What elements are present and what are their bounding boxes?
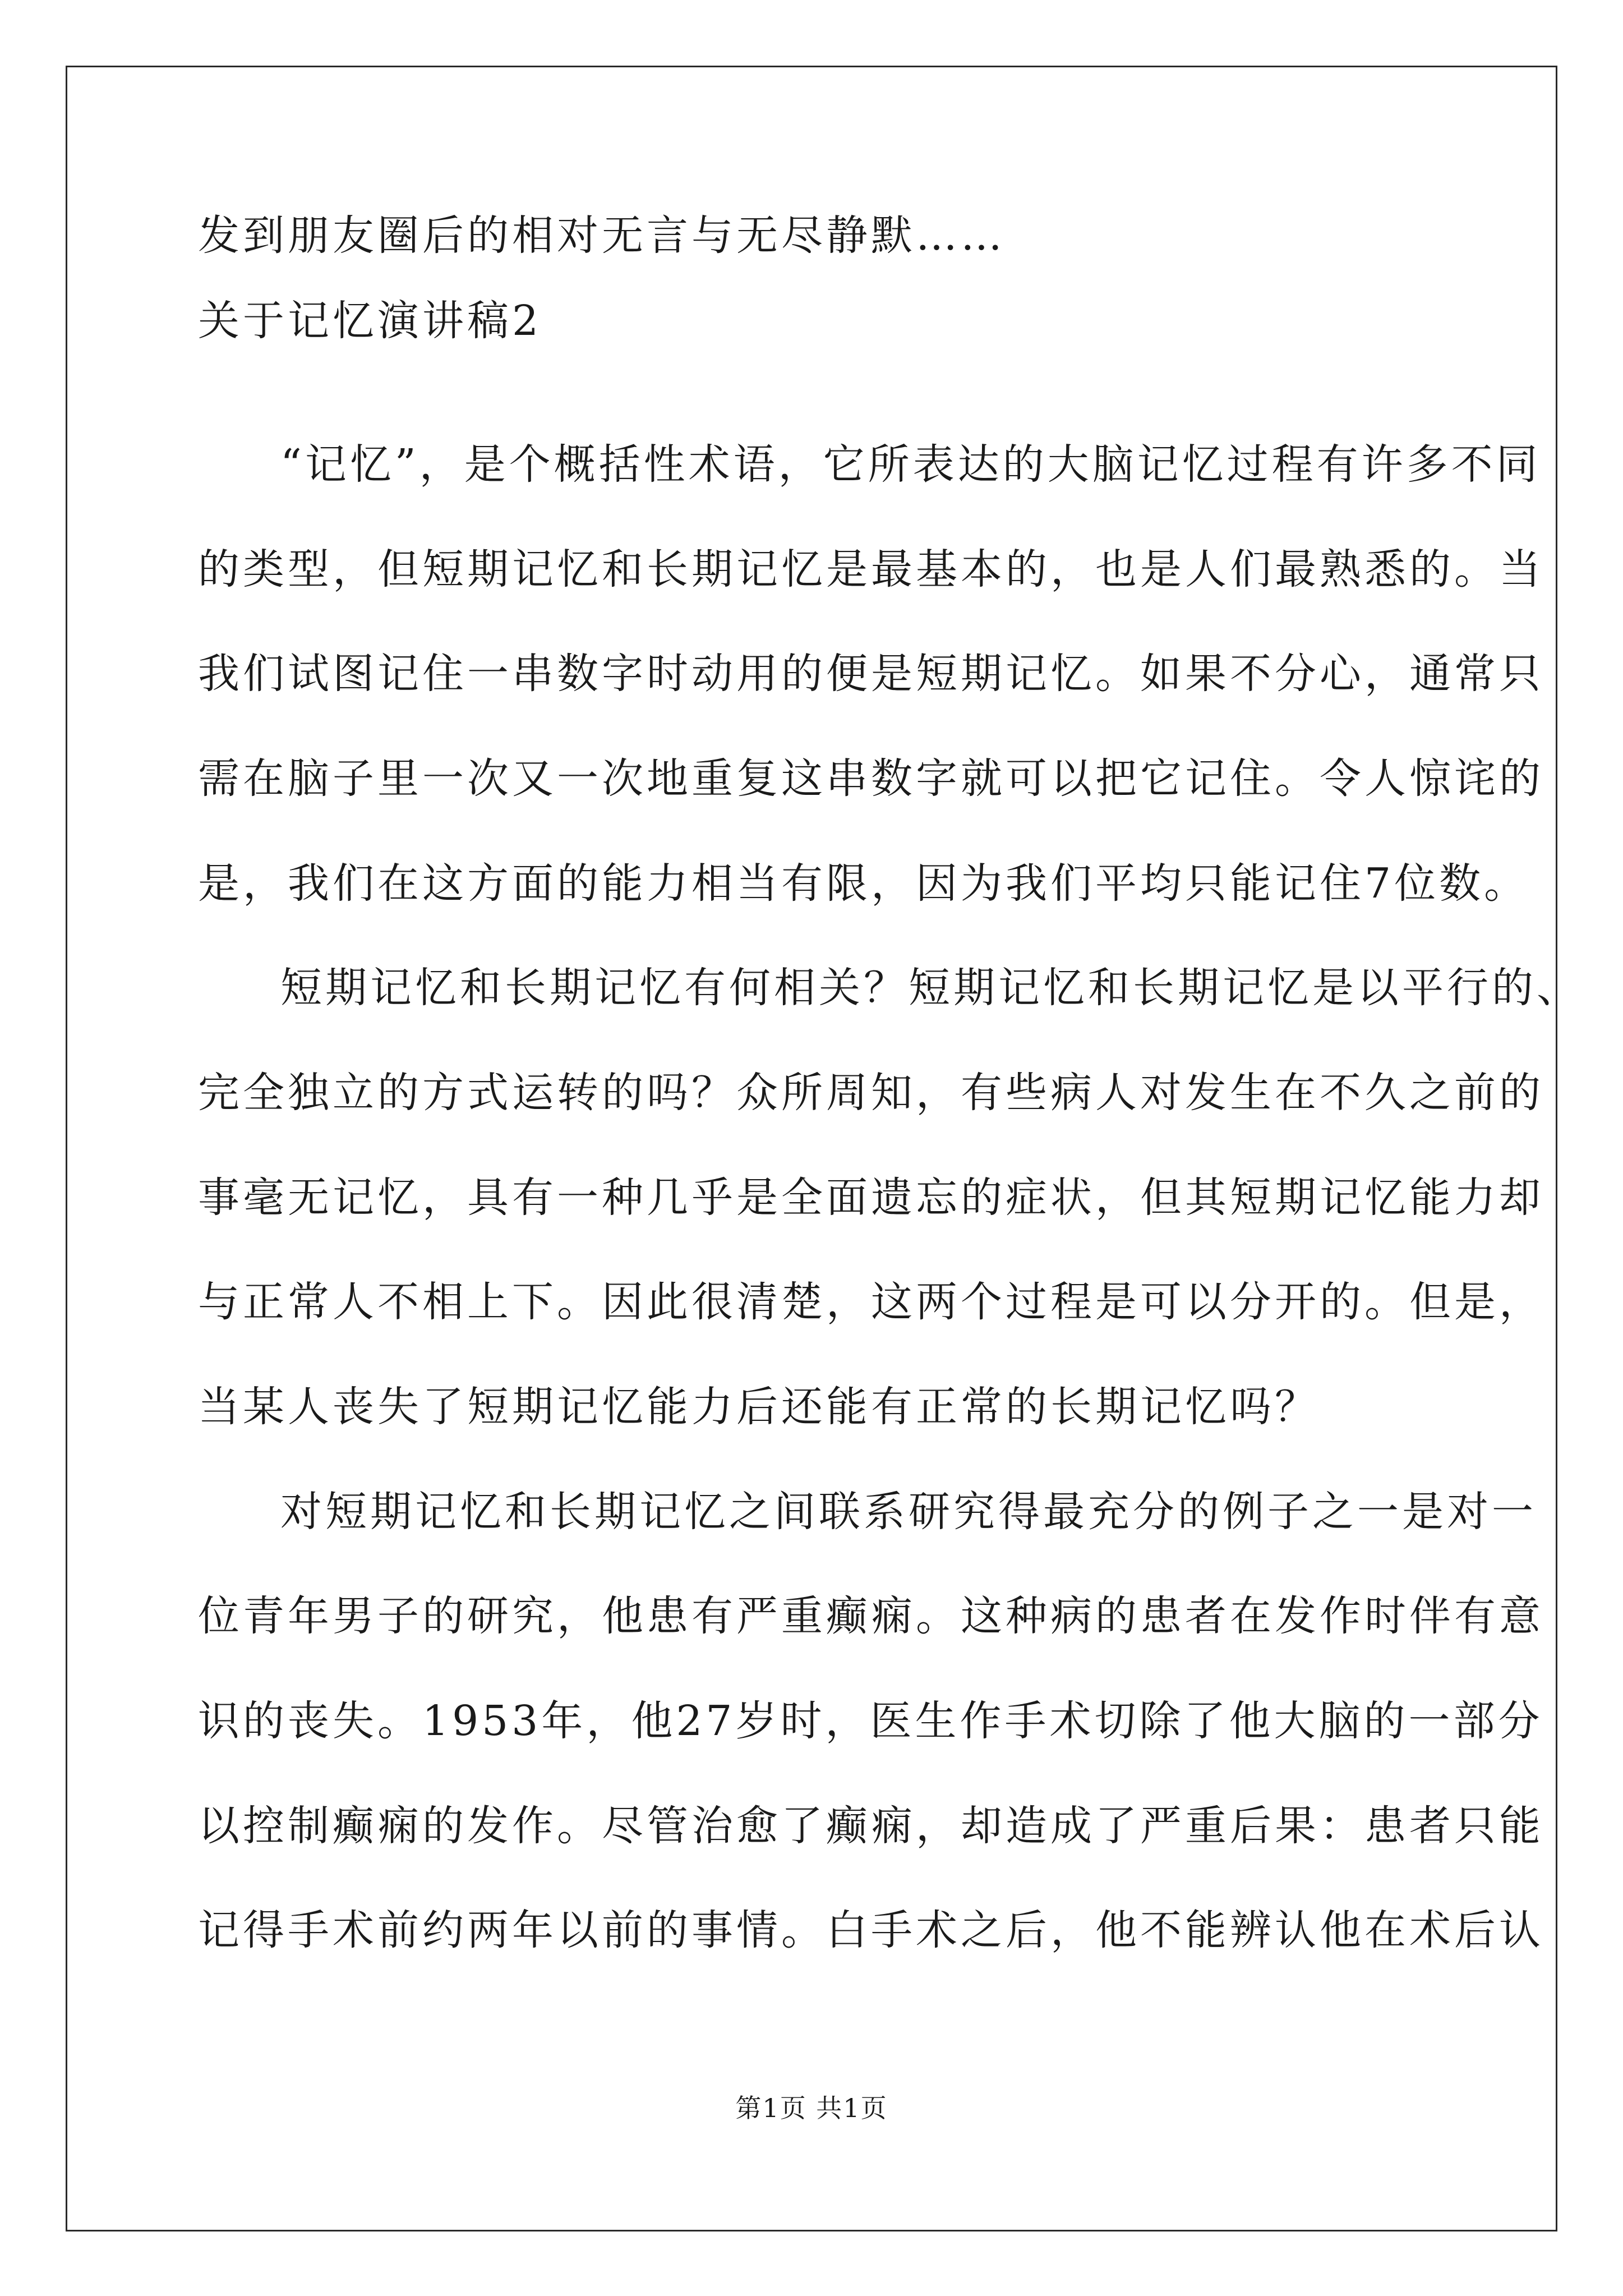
text-line: 完全独立的方式运转的吗？众所周知，有些病人对发生在不久之前的 xyxy=(198,1069,1544,1117)
text-line: 与正常人不相上下。因此很清楚，这两个过程是可以分开的。但是， xyxy=(198,1278,1544,1326)
text-line: 对短期记忆和长期记忆之间联系研究得最充分的例子之一是对一 xyxy=(280,1488,1537,1536)
text-line: 当某人丧失了短期记忆能力后还能有正常的长期记忆吗？ xyxy=(198,1383,1320,1431)
text-line: 需在脑子里一次又一次地重复这串数字就可以把它记住。令人惊诧的 xyxy=(198,754,1544,803)
text-line: “记忆”，是个概括性术语，它所表达的大脑记忆过程有许多不同 xyxy=(280,440,1541,489)
text-line: 短期记忆和长期记忆有何相关？短期记忆和长期记忆是以平行的、 xyxy=(280,964,1581,1012)
text-line: 以控制癫痫的发作。尽管治愈了癫痫，却造成了严重后果：患者只能 xyxy=(198,1802,1544,1850)
text-line: 的类型，但短期记忆和长期记忆是最基本的，也是人们最熟悉的。当 xyxy=(198,545,1544,593)
text-line: 位青年男子的研究，他患有严重癫痫。这种病的患者在发作时伴有意 xyxy=(198,1592,1544,1640)
text-line: 事毫无记忆，具有一种几乎是全面遗忘的症状，但其短期记忆能力却 xyxy=(198,1174,1544,1222)
section-heading: 关于记忆演讲稿2 xyxy=(198,297,542,345)
page-footer: 第1页 共1页 xyxy=(735,2093,888,2123)
text-line: 识的丧失。1953年，他27岁时，医生作手术切除了他大脑的一部分 xyxy=(198,1697,1543,1745)
text-line: 发到朋友圈后的相对无言与无尽静默…… xyxy=(198,211,1006,260)
text-line: 是，我们在这方面的能力相当有限，因为我们平均只能记住7位数。 xyxy=(198,859,1529,908)
text-line: 记得手术前约两年以前的事情。白手术之后，他不能辨认他在术后认 xyxy=(198,1906,1544,1954)
text-line: 我们试图记住一串数字时动用的便是短期记忆。如果不分心，通常只 xyxy=(198,650,1544,698)
